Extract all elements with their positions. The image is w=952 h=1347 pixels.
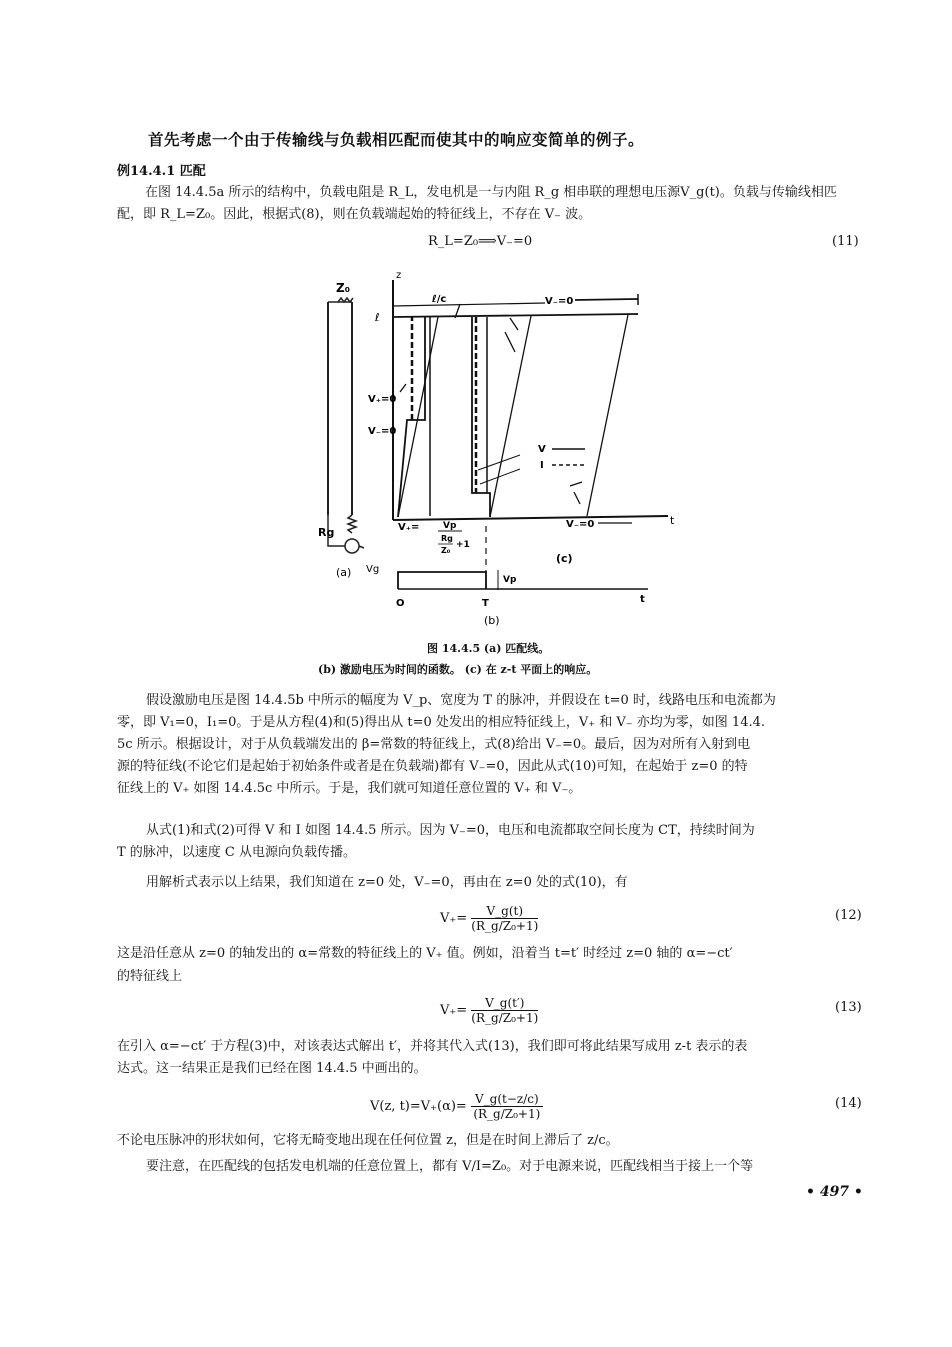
eq14-denominator: (R_g/Z₀+1) (473, 1107, 541, 1121)
paragraph-3-line-2: T 的脉冲，以速度 C 从电源向负载传播。 (117, 845, 357, 860)
vplus-prefix: V₊= (398, 522, 420, 533)
paragraph-2-line-5: 征线上的 V₊ 如图 14.4.5c 中所示。于是，我们就可知道任意位置的 V₊ 和 V₋。 (117, 781, 582, 796)
paragraph-7: 不论电压脉冲的形状如何，它将无畸变地出现在任何位置 z，但是在时间上滞后了 z/c。 (117, 1133, 619, 1148)
paragraph-4: 用解析式表示以上结果，我们知道在 z=0 处，V₋=0，再由在 z=0 处的式(10)，有 (146, 875, 628, 890)
vplus-num: Vp (443, 521, 457, 531)
paragraph-1: 在图 14.4.5a 所示的结构中，负载电阻是 R_L，发电机是一与内阻 R_g 相串联的理想电压源V_g(t)。负载与传输线相匹配，即 R_L=Z₀。因此，根据式(8)，则在负载端起始的特征线上，不存在 V₋ 波。 (117, 185, 837, 222)
paragraph-2-line-2: 零，即 V₁=0，I₁=0。于是从方程(4)和(5)得出从 t=0 处发出的相应特征线上，V₊ 和 V₋ 亦均为零，如图 14.4. (117, 715, 765, 730)
legend-v: V (538, 444, 546, 455)
eq12-denominator: (R_g/Z₀+1) (471, 919, 539, 933)
equation-14-number: (14) (835, 1096, 862, 1111)
equation-11-number: (11) (832, 234, 859, 249)
t-axis-b-label: t (640, 594, 645, 605)
equation-12 (440, 904, 538, 933)
vminus0-top-label: V₋=0 (545, 296, 574, 307)
eq14-numerator: V_g(t−z/c) (471, 1092, 543, 1107)
pulse-waveform (398, 572, 486, 589)
T-label: T (482, 598, 489, 609)
current-trace (412, 317, 476, 493)
paragraph-2-line-3: 5c 所示。根据设计，对于从负载端发出的 β=常数的特征线上，式(8)给出 V₋=0。最后，因为对所有入射到电 (117, 737, 751, 752)
caption-line-1: 图 14.4.5 (a) 匹配线。 (427, 642, 550, 655)
paragraph-8: 要注意，在匹配线的包括发电机端的任意位置上，都有 V/I=Z₀。对于电源来说，匹配线相当于接上一个等 (146, 1159, 754, 1174)
label-c: (c) (556, 552, 573, 565)
eq13-numerator: V_g(t′) (471, 996, 538, 1011)
eq12-numerator: V_g(t) (471, 904, 538, 919)
voltage-source-symbol (345, 539, 359, 553)
example-title: 例14.4.1 匹配 (117, 164, 206, 179)
t-axis-label: t (670, 514, 675, 527)
vplus-den-den: Z₀ (441, 546, 451, 555)
paragraph-2-line-4: 源的特征线(不论它们是起始于初始条件或者是在负载端)都有 V₋=0，因此从式(10)可知，在起始于 z=0 的特 (117, 759, 748, 774)
legend-i: I (540, 460, 544, 471)
vg-label: Vg (366, 564, 380, 575)
z-axis-label: z (396, 270, 402, 281)
vplus0-left-label: V₊=0 (368, 394, 397, 405)
equation-11: R_L=Z₀⟹V₋=0 (428, 234, 533, 249)
equation-13 (440, 996, 538, 1025)
lc-label: ℓ/c (432, 294, 447, 305)
paragraph-3-line-1: 从式(1)和式(2)可得 V 和 I 如图 14.4.5 所示。因为 V₋=0，电压和电流都取空间长度为 CT，持续时间为 (146, 823, 755, 838)
eq13-denominator: (R_g/Z₀+1) (471, 1011, 539, 1025)
vminus0-left-label: V₋=0 (368, 426, 397, 437)
eq14-lhs: V(z, t)=V₊(α)= (370, 1099, 467, 1114)
rg-label: Rg (318, 526, 335, 539)
figure-14-4-5 (0, 0, 952, 640)
paragraph-6-line-2: 达式。这一结果正是我们已经在图 14.4.5 中画出的。 (117, 1061, 427, 1076)
z0-label: Z₀ (336, 281, 350, 295)
vminus0-bottom-label: V₋=0 (566, 519, 595, 530)
caption-line-2: (b) 激励电压为时间的函数。 (c) 在 z-t 平面上的响应。 (318, 663, 598, 676)
paragraph-5-line-1: 这是沿任意从 z=0 的轴发出的 α=常数的特征线上的 V₊ 值。例如，沿着当 t=t′ 时经过 z=0 轴的 α=−ct′ (117, 946, 733, 961)
eq13-lhs: V₊= (440, 1003, 468, 1018)
source-resistor-rg (348, 515, 356, 533)
equation-13-number: (13) (835, 1000, 862, 1015)
origin-label: O (396, 598, 405, 609)
page-number: • 497 • (806, 1184, 863, 1200)
vplus-den-num: Rg (441, 534, 453, 543)
label-b: (b) (484, 614, 500, 627)
intro-sentence: 首先考虑一个由于传输线与负载相匹配而使其中的响应变简单的例子。 (148, 130, 645, 149)
paragraph-6-line-1: 在引入 α=−ct′ 于方程(3)中，对该表达式解出 t′，并将其代入式(13)，我们即可将此结果写成用 z-t 表示的表 (117, 1039, 748, 1054)
paragraph-5-line-2: 的特征线上 (117, 969, 183, 984)
eq12-lhs: V₊= (440, 911, 468, 926)
equation-12-number: (12) (835, 908, 862, 923)
label-a: (a) (336, 566, 352, 579)
l-label: ℓ (375, 311, 380, 324)
equation-14 (370, 1092, 543, 1121)
vplus-suffix: +1 (456, 540, 470, 550)
vp-label: Vp (503, 575, 517, 585)
paragraph-2-line-1: 假设激励电压是图 14.4.5b 中所示的幅度为 V_p、宽度为 T 的脉冲，并假设在 t=0 时，线路电压和电流都为 (146, 693, 776, 708)
